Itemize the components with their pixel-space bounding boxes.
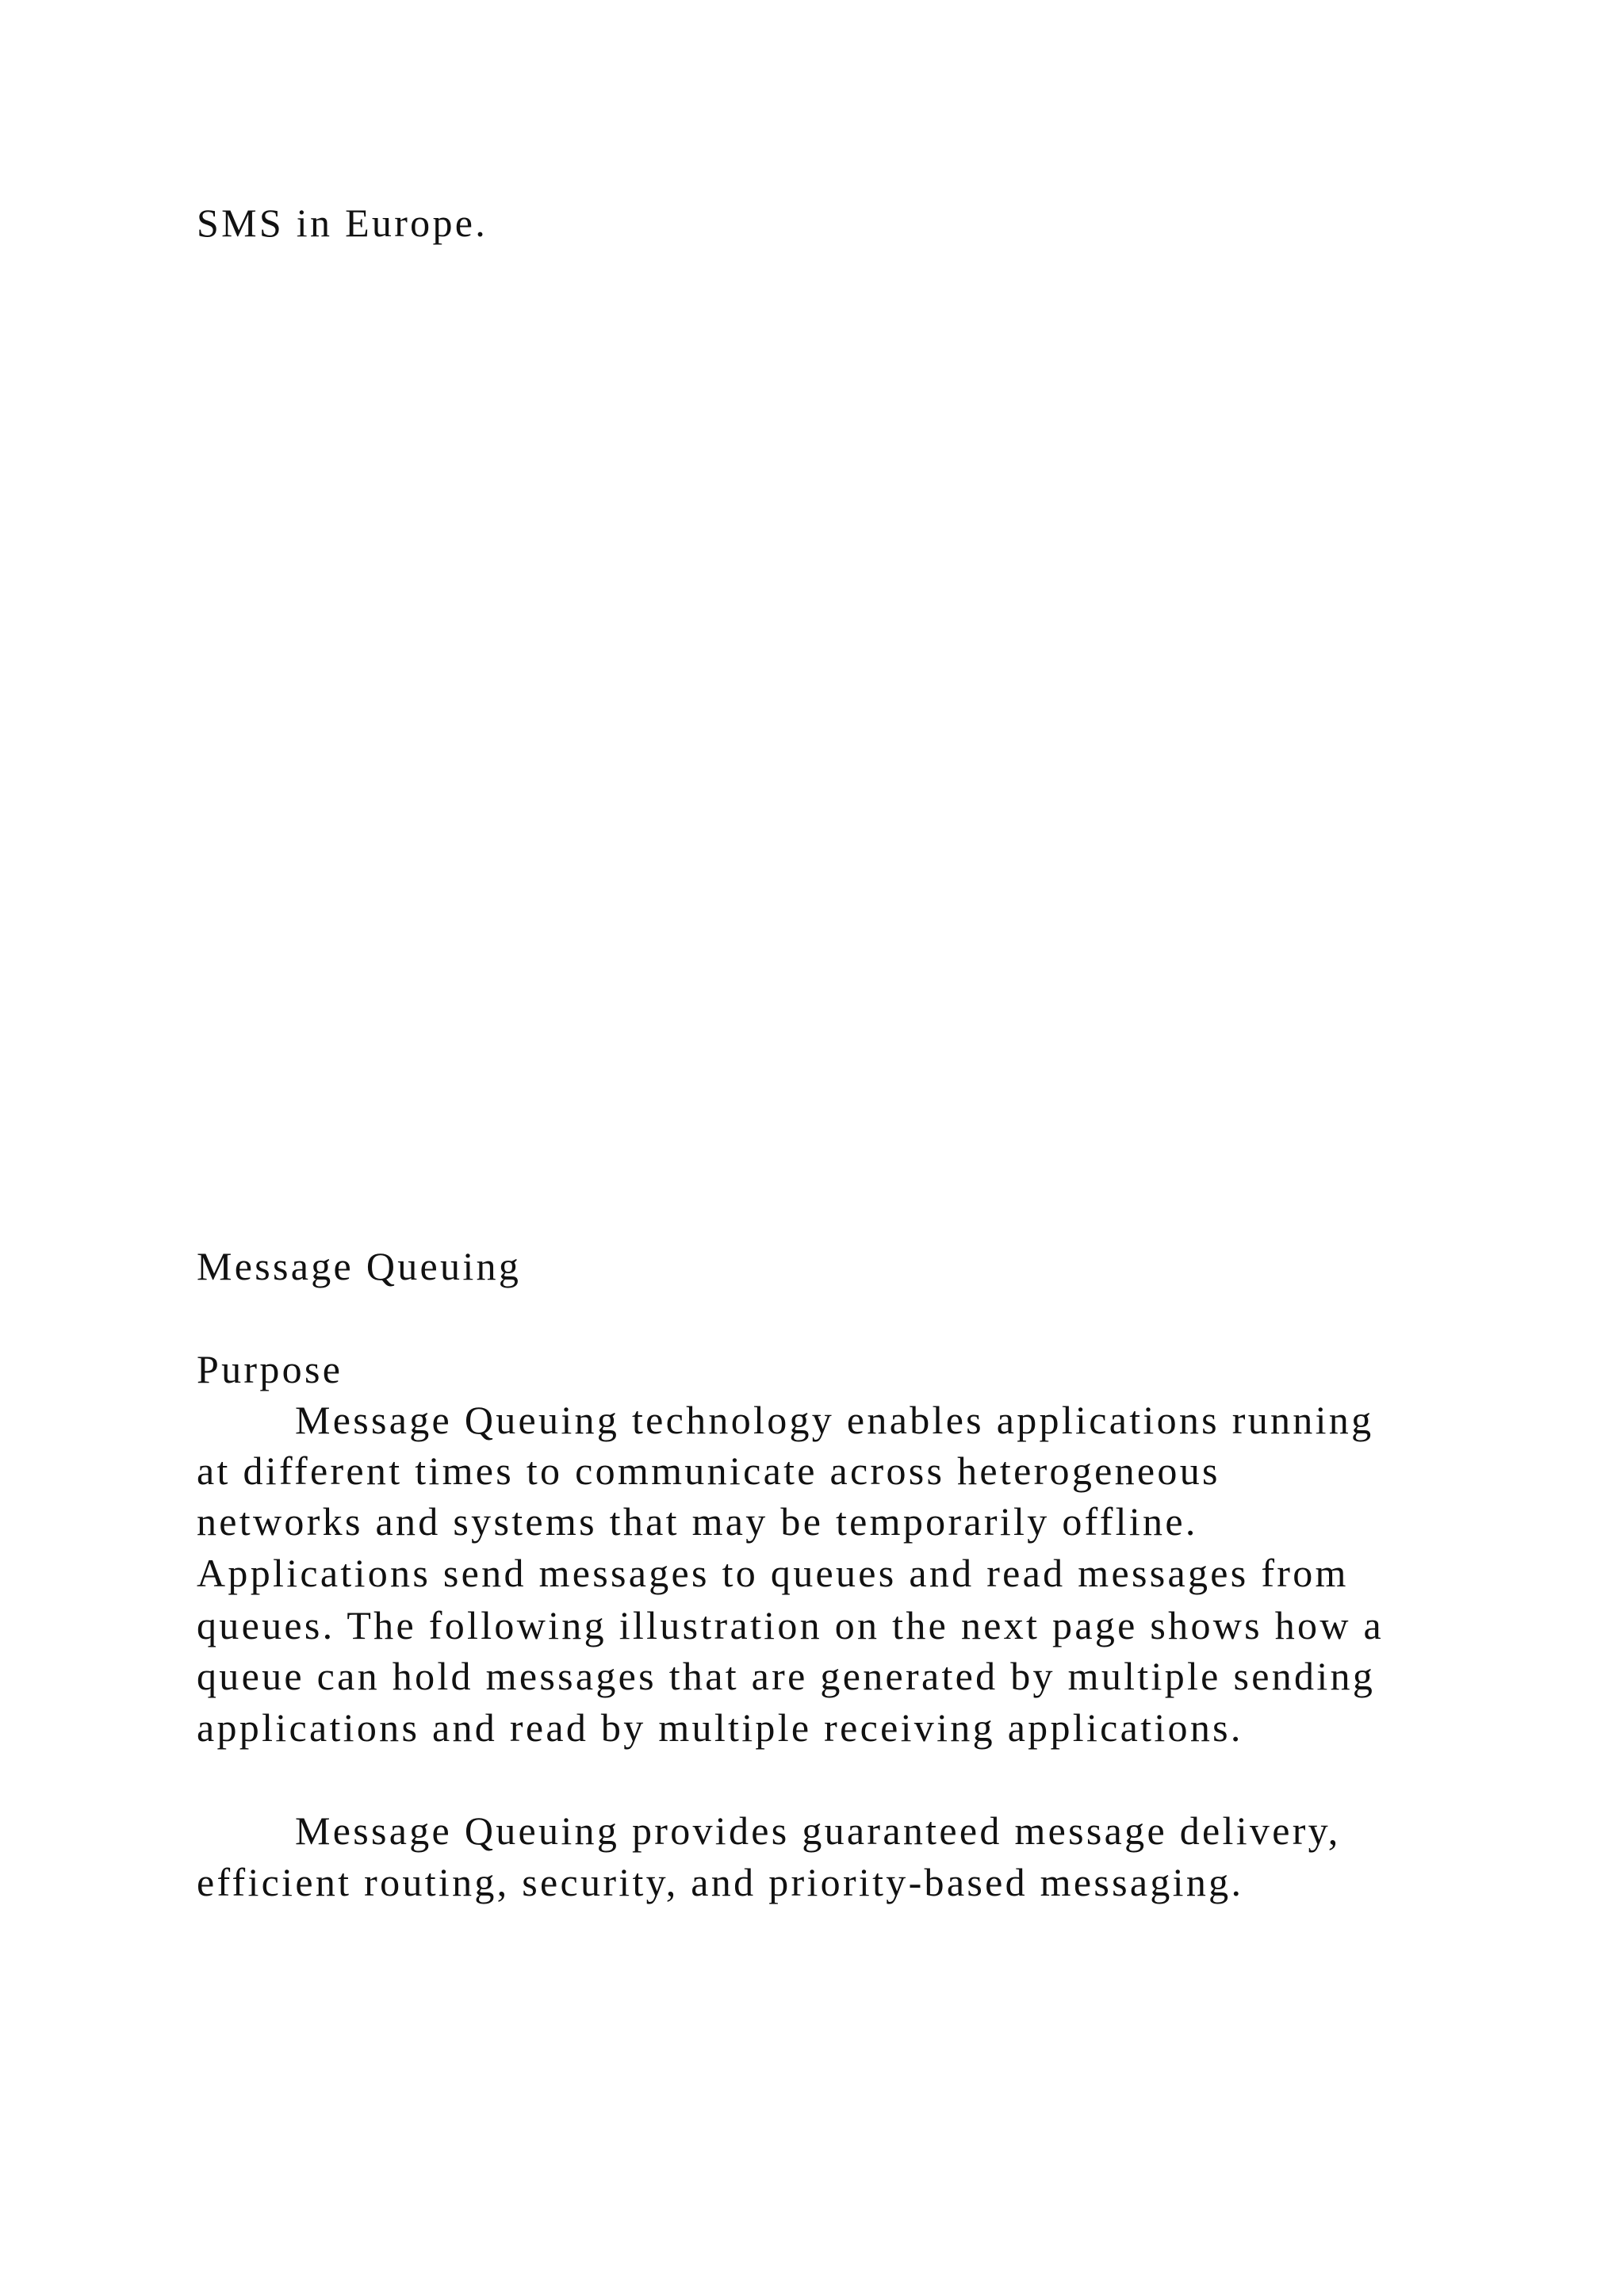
paragraph-line: at different times to communicate across heterogeneous xyxy=(197,1448,1220,1493)
paragraph-line: networks and systems that may be temporarily offline. xyxy=(197,1499,1198,1544)
purpose-heading: Purpose xyxy=(197,1347,343,1391)
paragraph-line: applications and read by multiple receiving applications. xyxy=(197,1705,1243,1750)
paragraph-line: Message Queuing technology enables applications running xyxy=(295,1398,1374,1442)
top-fragment-text: SMS in Europe. xyxy=(197,201,488,245)
paragraph-line: queues. The following illustration on the next page shows how a xyxy=(197,1603,1385,1647)
paragraph-line: efficient routing, security, and priority-based messaging. xyxy=(197,1860,1244,1904)
paragraph-line: Applications send messages to queues and read messages from xyxy=(197,1551,1349,1595)
paragraph-line: Message Queuing provides guaranteed message delivery, xyxy=(295,1808,1341,1853)
section-title: Message Queuing xyxy=(197,1244,522,1288)
paragraph-line: queue can hold messages that are generated by multiple sending xyxy=(197,1654,1376,1698)
